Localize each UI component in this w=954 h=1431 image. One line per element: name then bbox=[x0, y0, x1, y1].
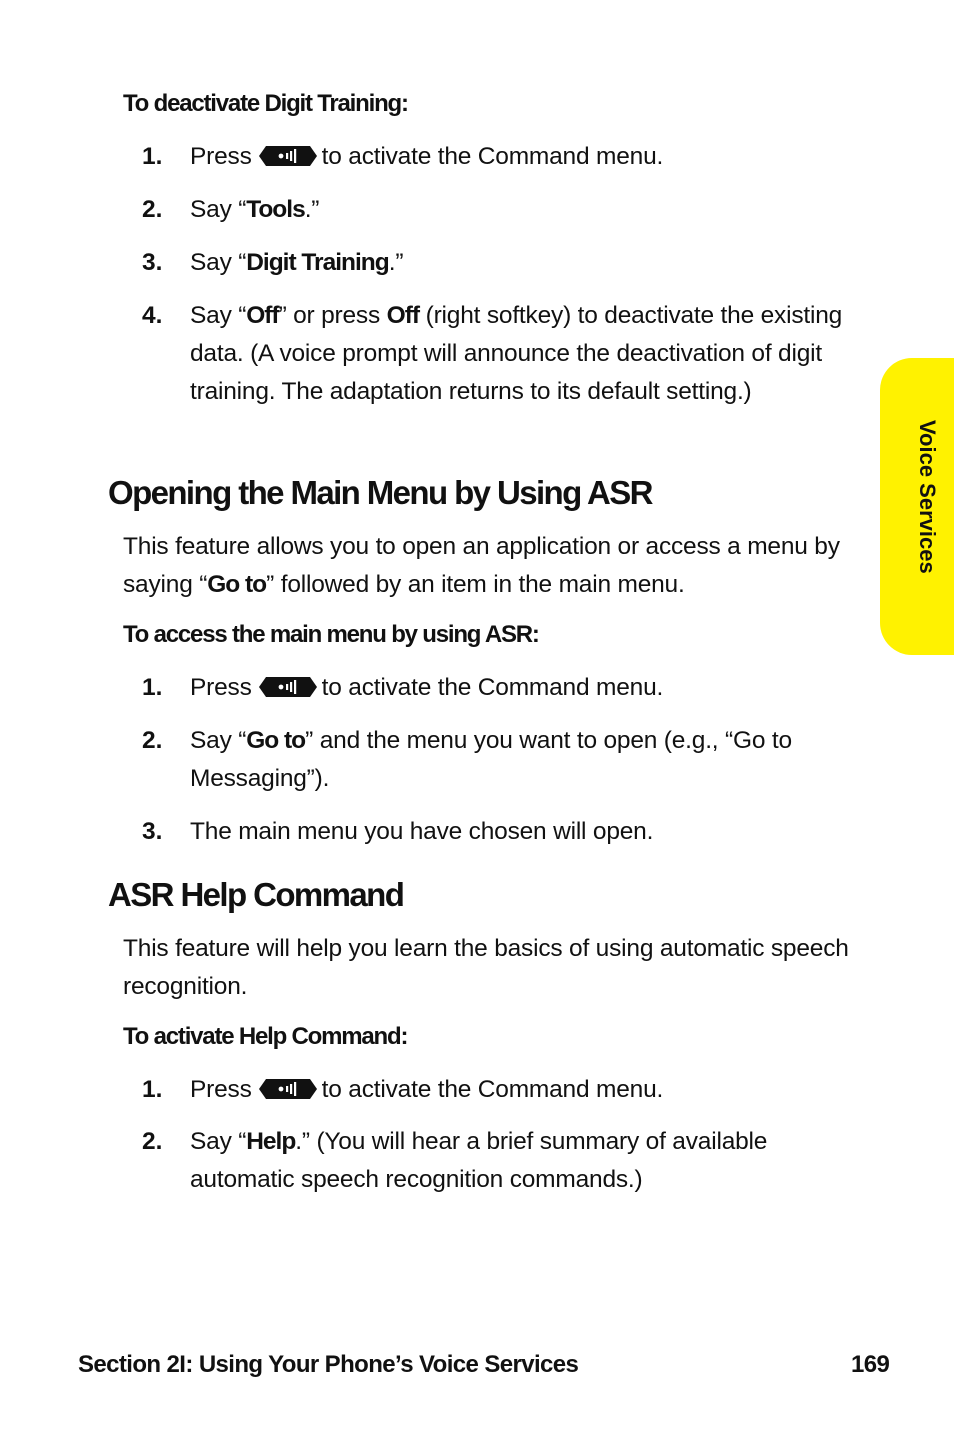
command-word: Go to bbox=[207, 570, 267, 598]
heading-help-command: ASR Help Command bbox=[108, 876, 404, 913]
step-text: ” and the menu you want to open (e.g., “Go to Messaging”). bbox=[190, 727, 792, 792]
step-text: Say “ bbox=[190, 249, 247, 276]
subheading-help-command: To activate Help Command: bbox=[123, 1023, 408, 1050]
step-text: Say “ bbox=[190, 727, 247, 754]
step-text: .” bbox=[388, 249, 404, 276]
command-word: Tools bbox=[246, 196, 305, 223]
step-text: Say “ bbox=[190, 1128, 247, 1155]
step-number: 2. bbox=[142, 196, 163, 223]
command-word: Go to bbox=[246, 727, 306, 754]
list-item bbox=[142, 138, 862, 176]
paragraph-text: This feature allows you to open an application or access a menu by saying “ bbox=[123, 533, 840, 598]
side-tab-label: Voice Services bbox=[915, 420, 940, 574]
command-word: Help bbox=[246, 1128, 296, 1155]
list-item bbox=[142, 1071, 862, 1109]
footer-section-title: Section 2I: Using Your Phone’s Voice Services bbox=[78, 1351, 579, 1378]
step-text: to activate the Command menu. bbox=[321, 143, 664, 170]
list-item bbox=[142, 813, 862, 851]
step-number: 1. bbox=[142, 674, 163, 701]
step-number: 1. bbox=[142, 1076, 163, 1103]
intro-paragraph bbox=[123, 528, 868, 603]
step-text: (right softkey) to deactivate the existing data. (A voice prompt will announce the deactivation of digit training. The adaptation returns to its default setting.) bbox=[190, 302, 843, 405]
intro-paragraph: This feature will help you learn the basics of using automatic speech recognition. bbox=[123, 935, 849, 1000]
list-item bbox=[142, 1123, 862, 1199]
paragraph-text: ” followed by an item in the main menu. bbox=[266, 570, 685, 598]
talk-key-icon bbox=[258, 676, 318, 698]
subheading-deactivate: To deactivate Digit Training: bbox=[123, 90, 408, 117]
step-text: to activate the Command menu. bbox=[321, 1076, 664, 1103]
talk-key-icon bbox=[258, 145, 318, 167]
step-number: 1. bbox=[142, 143, 163, 170]
step-number: 3. bbox=[142, 249, 163, 276]
step-number: 3. bbox=[142, 818, 163, 845]
step-number: 4. bbox=[142, 302, 163, 329]
list-item bbox=[142, 297, 862, 411]
heading-main-menu: Opening the Main Menu by Using ASR bbox=[108, 474, 652, 511]
page-number: 169 bbox=[851, 1351, 890, 1378]
softkey-label: Off bbox=[386, 302, 420, 329]
step-text: .” bbox=[304, 196, 320, 223]
command-word: Digit Training bbox=[246, 249, 389, 276]
side-tab bbox=[880, 358, 954, 655]
list-item bbox=[142, 191, 862, 229]
list-item bbox=[142, 669, 862, 707]
step-number: 2. bbox=[142, 727, 163, 754]
step-text: ” or press bbox=[278, 302, 387, 329]
subheading-main-menu: To access the main menu by using ASR: bbox=[123, 621, 539, 648]
step-text: Press bbox=[190, 674, 252, 701]
command-word: Off bbox=[246, 302, 279, 329]
step-text: Say “ bbox=[190, 196, 247, 223]
list-item bbox=[142, 244, 862, 282]
step-text: Say “ bbox=[190, 302, 247, 329]
step-number: 2. bbox=[142, 1128, 163, 1155]
list-item bbox=[142, 722, 862, 798]
step-text: to activate the Command menu. bbox=[321, 674, 664, 701]
step-text: The main menu you have chosen will open. bbox=[190, 818, 654, 845]
step-text: Press bbox=[190, 1076, 252, 1103]
talk-key-icon bbox=[258, 1078, 318, 1100]
step-text: Press bbox=[190, 143, 252, 170]
step-text: .” (You will hear a brief summary of available automatic speech recognition commands.) bbox=[190, 1128, 768, 1193]
